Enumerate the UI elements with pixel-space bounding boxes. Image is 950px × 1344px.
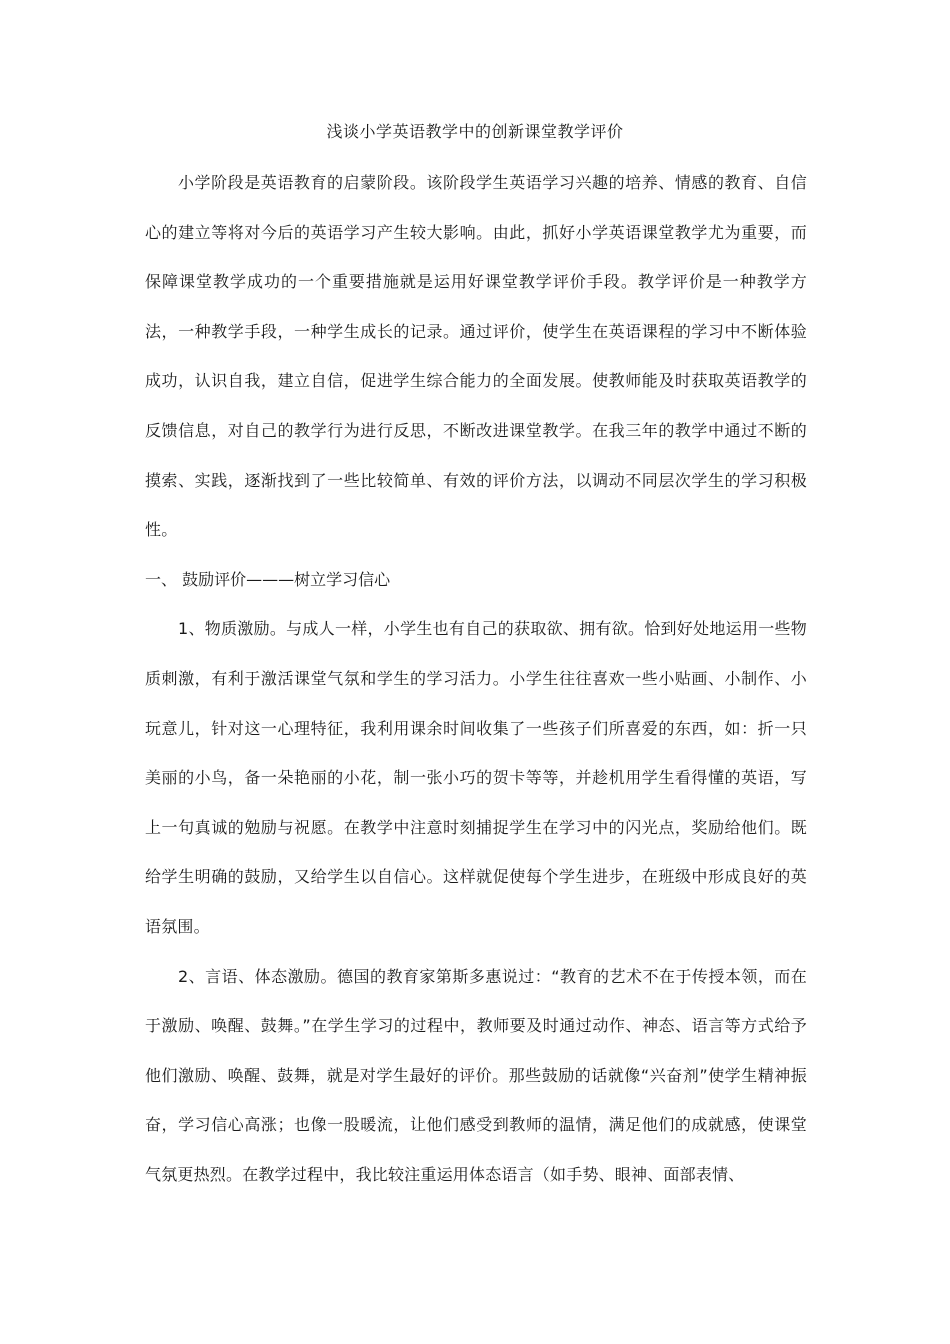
paragraph-verbal-incentive: 2、言语、体态激励。德国的教育家第斯多惠说过：“教育的艺术不在于传授本领，而在于激励、唤醒、鼓舞。”在学生学习的过程中，教师要及时通过动作、神态、语言等方式给予他们激励、唤醒、鼓舞，就是对学生最好的评价。那些鼓励的话就像“兴奋剂”使学生精神振奋，学习信心高涨；也像一股暖流，让他们感受到教师的温情，满足他们的成就感，使课堂气氛更热烈。在教学过程中，我比较注重运用体态语言（如手势、眼神、面部表情、 <box>145 966 807 1184</box>
paragraph-material-incentive: 1、物质激励。与成人一样，小学生也有自己的获取欲、拥有欲。恰到好处地运用一些物质刺激，有利于激活课堂气氛和学生的学习活力。小学生往往喜欢一些小贴画、小制作、小玩意儿，针对这一心理特征，我利用课余时间收集了一些孩子们所喜爱的东西，如：折一只美丽的小鸟，备一朵艳丽的小花，制一张小巧的贺卡等等，并趁机用学生看得懂的英语，写上一句真诚的勉励与祝愿。在教学中注意时刻捕捉学生在学习中的闪光点，奖励给他们。既给学生明确的鼓励，又给学生以自信心。这样就促使每个学生进步，在班级中形成良好的英语氛围。 <box>145 619 807 936</box>
section-heading: 一、 鼓励评价———树立学习信心 <box>145 569 391 589</box>
document-title: 浅谈小学英语教学中的创新课堂教学评价 <box>326 122 624 141</box>
intro-paragraph: 小学阶段是英语教育的启蒙阶段。该阶段学生英语学习兴趣的培养、情感的教育、自信心的建立等将对今后的英语学习产生较大影响。由此，抓好小学英语课堂教学尤为重要，而保障课堂教学成功的一个重要措施就是运用好课堂教学评价手段。教学评价是一种教学方法，一种教学手段，一种学生成长的记录。通过评价，使学生在英语课程的学习中不断体验成功，认识自我，建立自信，促进学生综合能力的全面发展。使教师能及时获取英语教学的反馈信息，对自己的教学行为进行反思，不断改进课堂教学。在我三年的教学中通过不断的摸索、实践，逐渐找到了一些比较简单、有效的评价方法，以调动不同层次学生的学习积极性。 <box>145 173 807 540</box>
document-body <box>145 158 807 1199</box>
